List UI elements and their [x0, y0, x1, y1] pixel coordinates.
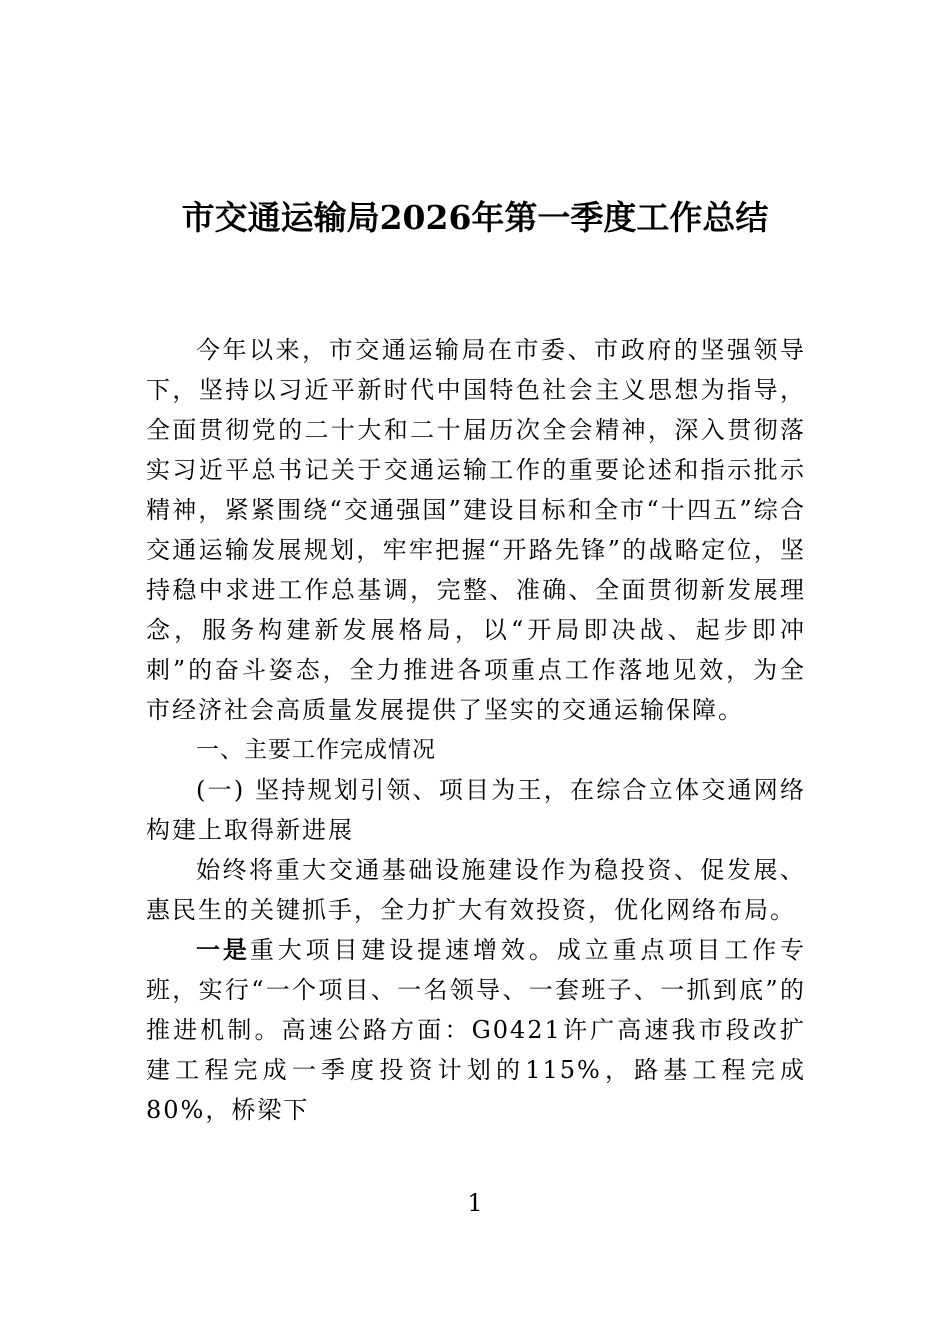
point-one-lead: 一是	[196, 936, 250, 964]
subsection-paragraph: 始终将重大交通基础设施建设作为稳投资、促发展、惠民生的关键抓手，全力扩大有效投资，优化网络布局。	[146, 856, 806, 924]
section-heading-main-work: 一、主要工作完成情况	[196, 737, 436, 763]
intro-paragraph: 今年以来，市交通运输局在市委、市政府的坚强领导下，坚持以习近平新时代中国特色社会主义思想为指导，全面贯彻党的二十大和二十届历次全会精神，深入贯彻落实习近平总书记关于交通运输工作的重要论述和指示批示精神，紧紧围绕“交通强国”建设目标和全市“十四五”综合交通运输发展规划，牢牢把握“开路先锋”的战略定位，坚持稳中求进工作总基调，完整、准确、全面贯彻新发展理念，服务构建新发展格局，以“开局即决战、起步即冲刺”的奋斗姿态，全力推进各项重点工作落地见效，为全市经济社会高质量发展提供了坚实的交通运输保障。	[146, 336, 806, 724]
document-body	[146, 330, 806, 1130]
subsection-heading-planning: (一) 坚持规划引领、项目为王，在综合立体交通网络构建上取得新进展	[146, 776, 806, 844]
document-title: 市交通运输局2026年第一季度工作总结	[181, 198, 769, 237]
page-number: 1	[467, 1189, 483, 1217]
point-one-text: 重大项目建设提速增效。成立重点项目工作专班，实行“一个项目、一名领导、一套班子、一抓到底”的推进机制。高速公路方面：G0421许广高速我市段改扩建工程完成一季度投资计划的115%，路基工程完成80%，桥梁下	[146, 936, 807, 1124]
point-one-paragraph	[146, 930, 806, 1130]
